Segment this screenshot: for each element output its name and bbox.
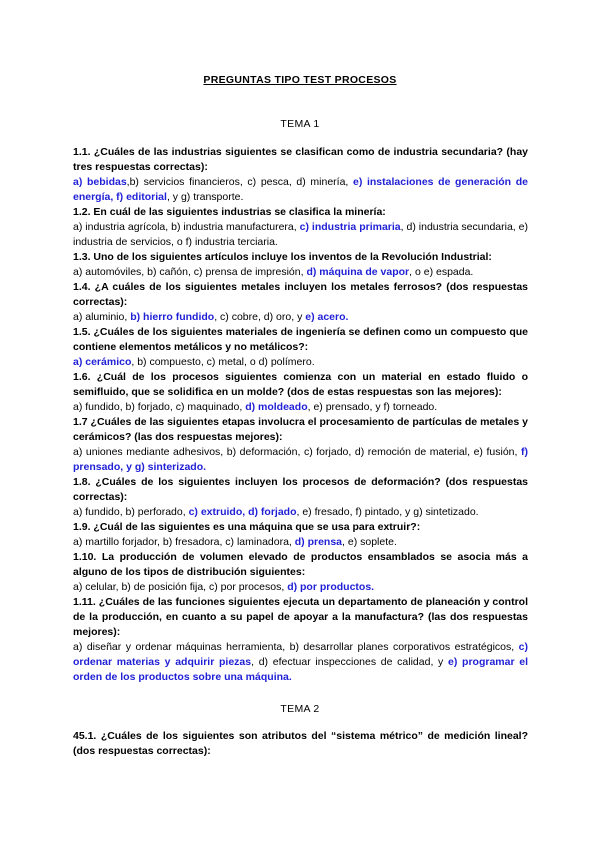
answer-text: a) uniones mediante adhesivos, b) deformación, c) forjado, d) remoción de material, e) fusión, (73, 446, 521, 458)
answer-text: a) martillo forjador, b) fresadora, c) laminadora, (73, 536, 295, 548)
answer-options (73, 445, 528, 475)
question-text: 1.2. En cuál de las siguientes industrias se clasifica la minería: (73, 206, 386, 218)
answer-text: a) fundido, b) forjado, c) maquinado, (73, 401, 246, 413)
section-heading-tema1: TEMA 1 (280, 118, 320, 130)
correct-answer: e) acero. (305, 311, 349, 323)
question-text: 45.1. ¿Cuáles de los siguientes son atributos del “sistema métrico” de medición lineal? (dos respuestas correctas): (73, 730, 528, 757)
question-text: 1.9. ¿Cuál de las siguientes es una máquina que se usa para extruir?: (73, 521, 421, 533)
correct-answer: a) bebidas (73, 176, 127, 188)
answer-text: , d) industria secundaria, e) industria de servicios, o f) industria terciaria. (73, 221, 528, 248)
correct-answer: c) ordenar materias y adquirir piezas (73, 641, 528, 668)
question-text: 1.7 ¿Cuáles de las siguientes etapas involucra el procesamiento de partículas de metales y cerámicos? (las dos respuestas mejores): (73, 416, 528, 443)
answer-text: a) automóviles, b) cañón, c) prensa de impresión, (73, 266, 307, 278)
answer-options (73, 175, 528, 205)
question-text: 1.6. ¿Cuál de los procesos siguientes comienza con un material en estado fluido o semifluido, que se solidifica en un molde? (dos de estas respuestas son las mejores): (73, 371, 528, 398)
correct-answer: c) extruido, d) forjado (188, 506, 297, 518)
question-text: 1.5. ¿Cuáles de los siguientes materiales de ingeniería se definen como un compuesto que contiene elementos metálicos y no metálicos?: (73, 326, 528, 353)
section-heading-tema2: TEMA 2 (280, 703, 320, 715)
answer-options (73, 640, 528, 685)
answer-text: a) diseñar y ordenar máquinas herramienta, b) desarrollar planes corporativos estratégicos, (73, 641, 519, 653)
answer-options (73, 400, 528, 415)
question-text: 1.3. Uno de los siguientes artículos incluye los inventos de la Revolución Industrial: (73, 251, 492, 263)
correct-answer: e) programar el orden de los productos sobre una máquina. (73, 656, 529, 683)
question-text: 1.4. ¿A cuáles de los siguientes metales incluyen los metales ferrosos? (dos respuestas correctas): (73, 281, 528, 308)
correct-answer: d) moldeado (245, 401, 308, 413)
answer-options (73, 535, 528, 550)
question-text: 1.8. ¿Cuáles de los siguientes incluyen los procesos de deformación? (dos respuestas correctas): (73, 476, 528, 503)
correct-answer: e) instalaciones de generación de energía, f) editorial (73, 176, 528, 203)
answer-options (73, 220, 528, 250)
answer-options (73, 355, 528, 370)
answer-text: ,b) servicios financieros, c) pesca, d) minería, (126, 176, 353, 188)
answer-text: a) industria agrícola, b) industria manufacturera, (73, 221, 300, 233)
answer-text: , y g) transporte. (166, 191, 244, 203)
question-text: 1.11. ¿Cuáles de las funciones siguientes ejecuta un departamento de planeación y control de la producción, en cuanto a su papel de apoyar a la manufactura? (las dos respuestas mejores): (73, 596, 528, 638)
question-text: 1.1. ¿Cuáles de las industrias siguientes se clasifican como de industria secundaria? (hay tres respuestas correctas): (73, 146, 528, 173)
correct-answer: d) máquina de vapor (306, 266, 410, 278)
document-title: PREGUNTAS TIPO TEST PROCESOS (203, 74, 397, 86)
tema2-questions (73, 729, 528, 759)
answer-text: , d) efectuar inspecciones de calidad, y (251, 656, 448, 668)
answer-text: , c) cobre, d) oro, y (214, 311, 306, 323)
answer-options (73, 580, 528, 595)
answer-text: , e) prensado, y f) torneado. (307, 401, 438, 413)
correct-answer: d) prensa (294, 536, 343, 548)
answer-text: a) aluminio, (73, 311, 131, 323)
correct-answer: a) cerámico (73, 356, 132, 368)
answer-text: a) fundido, b) perforado, (73, 506, 189, 518)
answer-text: a) celular, b) de posición fija, c) por procesos, (73, 581, 288, 593)
answer-options (73, 310, 528, 325)
answer-text: , b) compuesto, c) metal, o d) polímero. (131, 356, 315, 368)
question-text: 1.10. La producción de volumen elevado de productos ensamblados se asocia más a alguno de los tipos de distribución siguientes: (73, 551, 528, 578)
correct-answer: f) prensado, y g) sinterizado. (73, 446, 528, 473)
tema1-questions (73, 145, 528, 685)
answer-text: , o e) espada. (409, 266, 474, 278)
correct-answer: d) por productos. (287, 581, 375, 593)
correct-answer: c) industria primaria (299, 221, 401, 233)
correct-answer: b) hierro fundido (130, 311, 215, 323)
answer-options (73, 505, 528, 520)
answer-text: , e) fresado, f) pintado, y g) sintetizado. (296, 506, 479, 518)
answer-text: , e) soplete. (342, 536, 397, 548)
answer-options (73, 265, 528, 280)
